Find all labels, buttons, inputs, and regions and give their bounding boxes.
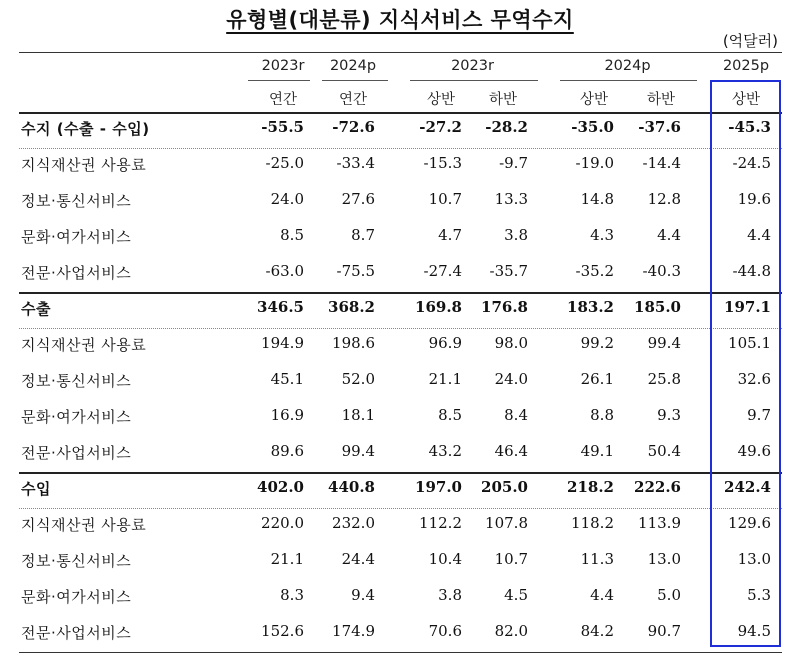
table-cell: 197.1 <box>724 298 771 316</box>
table-cell: -28.2 <box>485 118 528 136</box>
table-cell: -9.7 <box>499 154 528 172</box>
highlight-2025p-column <box>710 80 781 647</box>
table-cell: 10.4 <box>428 550 462 568</box>
table-cell: -25.0 <box>265 154 304 172</box>
table-cell: 222.6 <box>634 478 681 496</box>
table-cell: 4.4 <box>590 586 614 604</box>
table-cell: 198.6 <box>332 334 375 352</box>
table-cell: -35.2 <box>575 262 614 280</box>
table-cell: 3.8 <box>504 226 528 244</box>
table-cell: 4.7 <box>438 226 462 244</box>
header-rule <box>19 112 782 114</box>
table-cell: 19.6 <box>737 190 771 208</box>
table-cell: 197.0 <box>415 478 462 496</box>
row-label: 지식재산권 사용료 <box>21 336 147 354</box>
table-cell: 98.0 <box>494 334 528 352</box>
table-cell: 45.1 <box>270 370 304 388</box>
table-cell: -35.0 <box>571 118 614 136</box>
table-cell: 13.0 <box>647 550 681 568</box>
row-label: 문화·여가서비스 <box>21 588 132 606</box>
table-cell: 176.8 <box>481 298 528 316</box>
table-cell: -55.5 <box>261 118 304 136</box>
period-header: 하반 <box>488 92 517 108</box>
row-label: 전문·사업서비스 <box>21 444 132 462</box>
table-cell: -14.4 <box>642 154 681 172</box>
table-cell: 129.6 <box>728 514 771 532</box>
table-cell: 8.3 <box>280 586 304 604</box>
table-cell: 14.8 <box>580 190 614 208</box>
table-cell: -40.3 <box>642 262 681 280</box>
row-label: 정보·통신서비스 <box>21 372 132 390</box>
table-cell: 194.9 <box>261 334 304 352</box>
table-cell: 10.7 <box>494 550 528 568</box>
table-cell: -37.6 <box>638 118 681 136</box>
table-cell: 43.2 <box>428 442 462 460</box>
table-cell: 99.2 <box>580 334 614 352</box>
table-cell: 4.4 <box>657 226 681 244</box>
row-rule <box>19 292 782 294</box>
table-cell: -15.3 <box>423 154 462 172</box>
row-label: 정보·통신서비스 <box>21 552 132 570</box>
table-cell: 84.2 <box>580 622 614 640</box>
year-header: 2025p <box>722 58 770 74</box>
year-header: 2024p <box>604 58 651 74</box>
table-cell: 49.1 <box>580 442 614 460</box>
period-header: 상반 <box>426 92 455 108</box>
table-cell: 5.3 <box>747 586 771 604</box>
table-cell: 70.6 <box>428 622 462 640</box>
year-underline <box>248 80 310 81</box>
period-header: 연간 <box>338 92 367 108</box>
year-header: 2024p <box>329 58 377 74</box>
table-cell: 16.9 <box>270 406 304 424</box>
bottom-rule <box>19 652 782 653</box>
table-cell: 21.1 <box>428 370 462 388</box>
table-cell: 89.6 <box>270 442 304 460</box>
table-cell: 13.3 <box>494 190 528 208</box>
row-label-total: 수지 (수출 - 수입) <box>21 120 150 138</box>
table-cell: 5.0 <box>657 586 681 604</box>
table-cell: 90.7 <box>647 622 681 640</box>
table-cell: -63.0 <box>265 262 304 280</box>
table-cell: -75.5 <box>336 262 375 280</box>
table-cell: 99.4 <box>341 442 375 460</box>
table-cell: 185.0 <box>634 298 681 316</box>
table-cell: 11.3 <box>580 550 614 568</box>
table-cell: 118.2 <box>571 514 614 532</box>
unit-label: (억달러) <box>722 32 778 50</box>
table-cell: 169.8 <box>415 298 462 316</box>
table-cell: 25.8 <box>647 370 681 388</box>
table-cell: 82.0 <box>494 622 528 640</box>
table-cell: 9.3 <box>657 406 681 424</box>
table-cell: 113.9 <box>638 514 681 532</box>
table-cell: 21.1 <box>270 550 304 568</box>
table-cell: 96.9 <box>428 334 462 352</box>
table-cell: 112.2 <box>419 514 462 532</box>
table-cell: -72.6 <box>332 118 375 136</box>
row-label: 정보·통신서비스 <box>21 192 132 210</box>
table-cell: 99.4 <box>647 334 681 352</box>
table-cell: 24.0 <box>494 370 528 388</box>
table-cell: 9.4 <box>351 586 375 604</box>
period-header: 상반 <box>731 92 760 108</box>
table-cell: 242.4 <box>724 478 771 496</box>
table-cell: 12.8 <box>647 190 681 208</box>
table-cell: 218.2 <box>567 478 614 496</box>
table-cell: -45.3 <box>728 118 771 136</box>
table-cell: 46.4 <box>494 442 528 460</box>
table-cell: -33.4 <box>336 154 375 172</box>
table-cell: 9.7 <box>747 406 771 424</box>
table-cell: 26.1 <box>580 370 614 388</box>
table-cell: -24.5 <box>732 154 771 172</box>
year-underline <box>322 80 388 81</box>
table-cell: 10.7 <box>428 190 462 208</box>
table-cell: 402.0 <box>257 478 304 496</box>
table-cell: 205.0 <box>481 478 528 496</box>
row-label-total: 수입 <box>21 480 51 498</box>
row-label: 전문·사업서비스 <box>21 624 132 642</box>
table-cell: 107.8 <box>485 514 528 532</box>
period-header: 연간 <box>268 92 297 108</box>
table-cell: 32.6 <box>737 370 771 388</box>
table-cell: 232.0 <box>332 514 375 532</box>
table-cell: 8.8 <box>590 406 614 424</box>
row-label: 전문·사업서비스 <box>21 264 132 282</box>
top-rule <box>19 52 782 53</box>
table-cell: 346.5 <box>257 298 304 316</box>
row-label: 지식재산권 사용료 <box>21 156 147 174</box>
row-rule <box>19 472 782 474</box>
year-underline <box>410 80 538 81</box>
table-cell: 4.4 <box>747 226 771 244</box>
year-header: 2023r <box>451 58 494 74</box>
table-cell: 3.8 <box>438 586 462 604</box>
table-cell: 8.5 <box>438 406 462 424</box>
table-cell: 18.1 <box>341 406 375 424</box>
period-header: 상반 <box>579 92 608 108</box>
table-cell: 24.4 <box>341 550 375 568</box>
table-cell: -35.7 <box>489 262 528 280</box>
table-cell: 13.0 <box>737 550 771 568</box>
table-cell: 368.2 <box>328 298 375 316</box>
table-cell: 105.1 <box>728 334 771 352</box>
year-underline <box>560 80 697 81</box>
table-cell: 4.3 <box>590 226 614 244</box>
table-cell: 8.5 <box>280 226 304 244</box>
row-rule <box>19 508 782 509</box>
row-label: 지식재산권 사용료 <box>21 516 147 534</box>
table-cell: 27.6 <box>341 190 375 208</box>
table-cell: 183.2 <box>567 298 614 316</box>
row-label: 문화·여가서비스 <box>21 408 132 426</box>
year-header: 2023r <box>261 58 305 74</box>
table-cell: 4.5 <box>504 586 528 604</box>
table-cell: -44.8 <box>732 262 771 280</box>
row-label: 문화·여가서비스 <box>21 228 132 246</box>
period-header: 하반 <box>646 92 675 108</box>
table-cell: 152.6 <box>261 622 304 640</box>
table-cell: 24.0 <box>270 190 304 208</box>
table-cell: 50.4 <box>647 442 681 460</box>
table-cell: 49.6 <box>737 442 771 460</box>
row-rule <box>19 148 782 149</box>
row-rule <box>19 328 782 329</box>
table-cell: 52.0 <box>341 370 375 388</box>
table-cell: -27.2 <box>419 118 462 136</box>
table-cell: 94.5 <box>737 622 771 640</box>
table-cell: 8.4 <box>504 406 528 424</box>
table-cell: -19.0 <box>575 154 614 172</box>
table-cell: 8.7 <box>351 226 375 244</box>
table-cell: 440.8 <box>328 478 375 496</box>
row-label-total: 수출 <box>21 300 51 318</box>
table-cell: -27.4 <box>423 262 462 280</box>
table-cell: 174.9 <box>332 622 375 640</box>
table-title: 유형별(대분류) 지식서비스 무역수지 <box>226 8 574 32</box>
table-cell: 220.0 <box>261 514 304 532</box>
